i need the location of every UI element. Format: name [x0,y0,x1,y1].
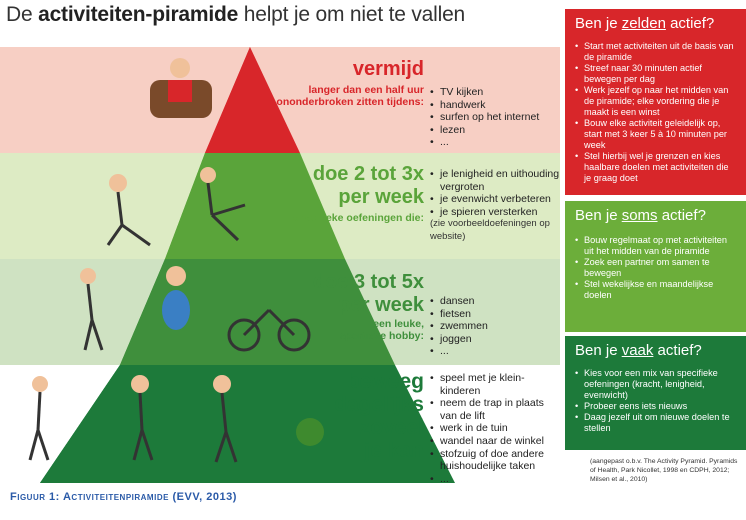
list-item: • Kies voor een mix van specifieke oefeningen (kracht, lenigheid, evenwicht) [575,368,738,401]
level2-list [430,168,560,244]
figure-caption: Figuur 1: Activiteitenpiramide (EVV, 2013) [10,491,237,503]
panel-seldom-title: Ben je zelden actief? [575,15,715,32]
list-item: • Stel wekelijkse en maandelijkse doelen [575,279,738,301]
panel-seldom [565,9,746,195]
list-item: • wandel naar de winkel [430,435,560,448]
list-item: • zwemmen [430,320,560,333]
list-item: • dansen [430,295,560,308]
list-item: • stofzuig of doe andere huishoudelijke taken [430,448,560,473]
list-item: • joggen [430,333,560,346]
list-item: • Zoek een partner om samen te bewegen [575,257,738,279]
list-item: • neem de trap in plaats van de lift [430,397,560,422]
list-item: • ... [430,345,560,358]
page-title: De activiteiten-piramide helpt je om niet te vallen [6,3,466,26]
armchair-person-icon [150,58,212,118]
list-item: • speel met je klein-kinderen [430,372,560,397]
list-item: • ... [430,473,560,486]
panel-often-list [575,368,738,434]
list-note: (zie voorbeeldoefeningen op website) [430,218,550,242]
list-item: • surfen op het internet [430,111,560,124]
list-item: • Streef naar 30 minuten actief bewegen per dag [575,63,738,85]
level1-sub: langer dan een half uur ononderbroken zitten tijdens: [276,84,424,108]
source-note: (aangepast o.b.v. The Activity Pyramid. Pyramids of Health, Park Nicollet, 1998 en CDPH, 2012; Milsen et al., 2010) [590,458,738,483]
level3-heading: doe 3 tot 5x per week [312,271,424,316]
panel-sometimes [565,201,746,332]
list-item: • Daag jezelf uit om nieuwe doelen te stellen [575,412,738,434]
level1-heading: vermijd [352,58,424,80]
list-item: • je lenigheid en uithouding vergroten [430,168,560,193]
list-item: • Bouw elke activiteit geleidelijk op, start met 3 keer 5 à 10 minuten per week [575,118,738,151]
level3-sub: een leuke, sportieve hobby: [339,318,424,342]
list-item: • Probeer eens iets nieuws [575,401,738,412]
level4-list [430,372,560,485]
list-item: • werk in de tuin [430,422,560,435]
list-item: • je spieren versterken [430,206,560,219]
list-item: • TV kijken [430,86,560,99]
level2-sub: specifieke oefeningen die: [292,212,424,224]
level1-list [430,86,560,149]
list-item: • je evenwicht verbeteren [430,193,560,206]
list-item: • Stel hierbij wel je grenzen en kies haalbare doelen met activiteiten die je graag doet [575,151,738,184]
list-item: • fietsen [430,308,560,321]
panel-often-title: Ben je vaak actief? [575,342,702,359]
list-item: • Start met activiteiten uit de basis van de piramide [575,41,738,63]
level2-heading: doe 2 tot 3x per week [312,163,424,208]
list-item: • Bouw regelmaat op met activiteiten uit het midden van de piramide [575,235,738,257]
panel-often [565,336,746,450]
panel-sometimes-list [575,235,738,301]
list-item: • lezen [430,124,560,137]
list-item: • Werk jezelf op naar het midden van de piramide; elke vordering die je maakt is een winst [575,85,738,118]
panel-sometimes-title: Ben je soms actief? [575,207,706,224]
list-item: • ... [430,136,560,149]
list-item: • handwerk [430,99,560,112]
level3-list [430,295,560,358]
level4-heading: beweeg dagelijks zoveel je kan [334,370,424,462]
panel-seldom-list [575,41,738,184]
